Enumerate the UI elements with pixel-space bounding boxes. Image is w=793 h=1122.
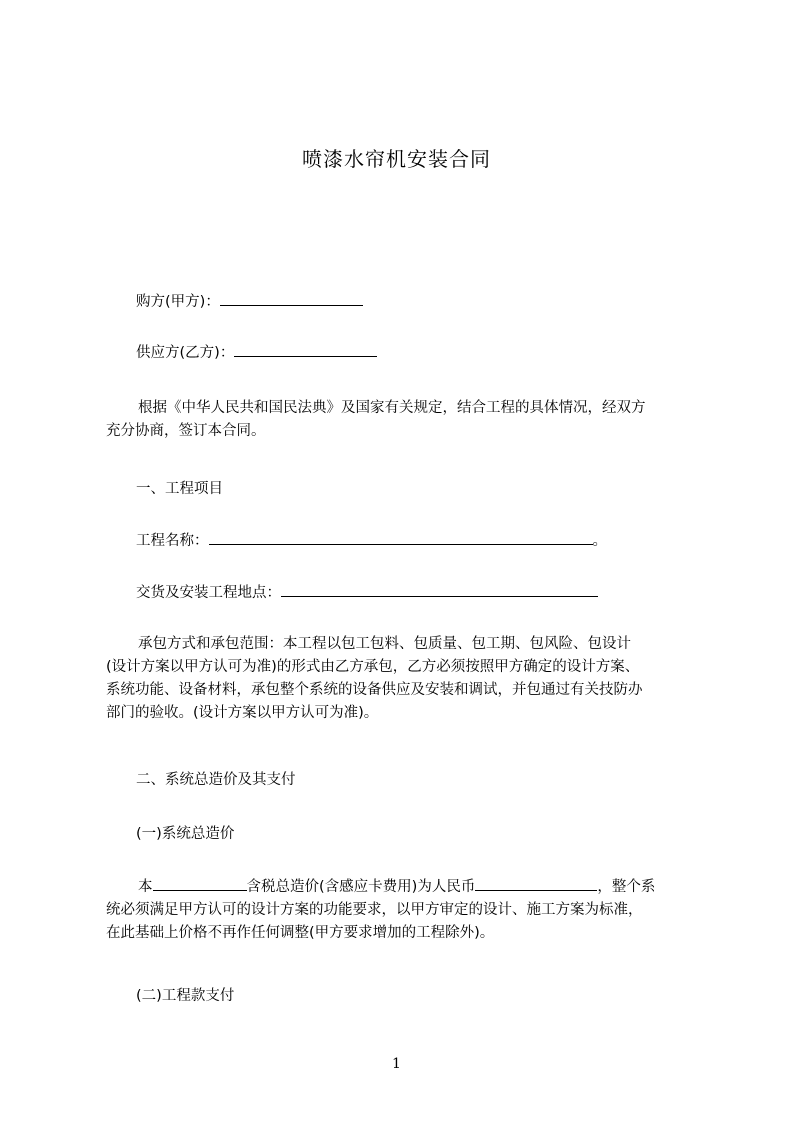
page-number: 1 [392,1056,401,1072]
supplier-label: 供应方(乙方)： [136,345,235,361]
scope-line: 承包方式和承包范围：本工程以包工包料、包质量、包工期、包风险、包设计 [138,636,631,652]
supplier-blank[interactable] [234,342,377,357]
preamble-line: 充分协商，签订本合同。 [106,423,266,439]
project-name-suffix: 。 [592,533,607,549]
document-title: 喷漆水帘机安装合同 [302,147,491,171]
project-name-line [136,530,730,553]
buyer-blank[interactable] [220,291,363,306]
buyer-line [136,291,730,314]
price-paragraph [106,876,700,945]
preamble-paragraph [106,397,700,443]
price-line [106,876,700,899]
amount-blank[interactable] [475,876,597,891]
price-suffix: ，整个系 [597,879,656,895]
price-line: 在此基础上价格不再作任何调整(甲方要求增加的工程除外)。 [106,925,495,941]
buyer-label: 购方(甲方)： [136,294,220,310]
sub1-heading: (一)系统总造价 [136,826,235,842]
site-line [136,582,730,605]
site-label: 交货及安装工程地点： [136,585,281,601]
scope-paragraph [106,633,700,725]
preamble-line: 根据《中华人民共和国民法典》及国家有关规定，结合工程的具体情况，经双方 [138,400,646,416]
section2-heading: 二、系统总造价及其支付 [136,772,296,788]
price-line: 统必须满足甲方认可的设计方案的功能要求，以甲方审定的设计、施工方案为标准， [106,902,643,918]
project-name-label: 工程名称： [136,533,209,549]
price-mid: 含税总造价(含感应卡费用)为人民币 [246,879,476,895]
sub2-heading: (二)工程款支付 [136,988,235,1004]
project-blank[interactable] [153,876,247,891]
scope-line: (设计方案以甲方认可为准)的形式由乙方承包，乙方必须按照甲方确定的设计方案、 [106,659,640,675]
price-prefix: 本 [138,879,153,895]
section1-heading: 一、工程项目 [136,481,223,497]
project-name-blank[interactable] [209,530,593,545]
site-blank[interactable] [281,582,598,597]
scope-line: 部门的验收。(设计方案以甲方认可为准)。 [106,705,379,721]
scope-line: 系统功能、设备材料，承包整个系统的设备供应及安装和调试，并包通过有关技防办 [106,682,643,698]
supplier-line [136,342,730,365]
